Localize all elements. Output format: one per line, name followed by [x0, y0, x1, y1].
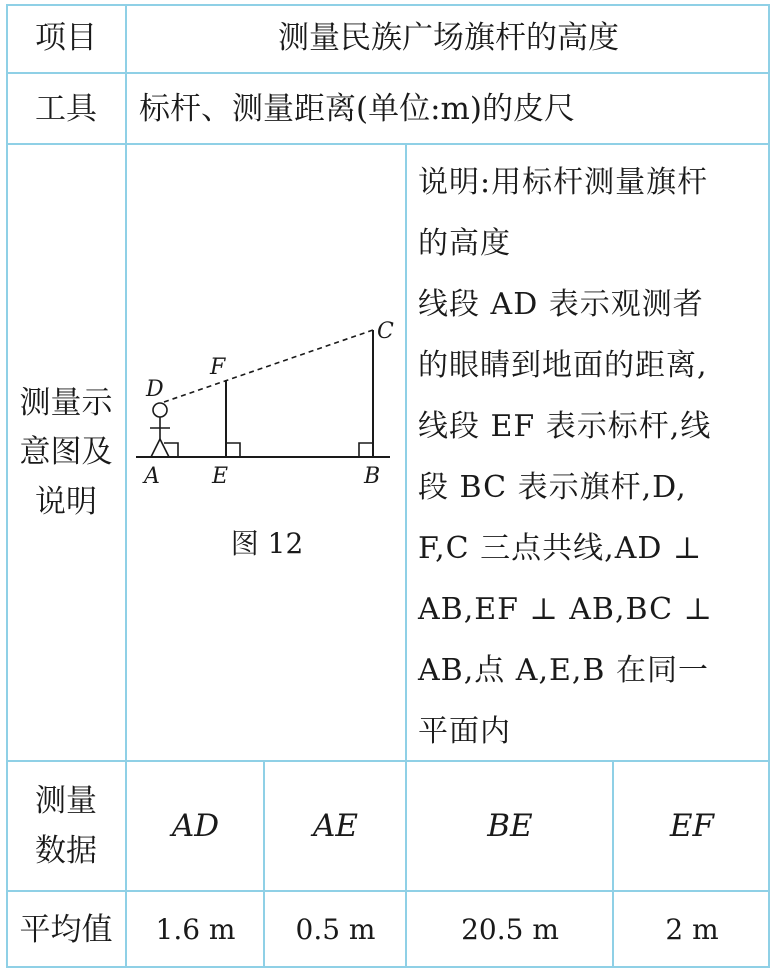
observer-figure-icon: [150, 403, 170, 457]
description-line-5: 线段 EF 表示标杆,线: [418, 409, 712, 444]
point-label-a: A: [144, 464, 160, 489]
description-line-2: 的高度: [418, 226, 511, 261]
data-header-be: BE: [487, 808, 533, 845]
description-line-7: F,C 三点共线,AD ⊥: [418, 531, 703, 566]
description-line-8: AB,EF ⊥ AB,BC ⊥: [418, 592, 713, 627]
project-label: 项目: [35, 20, 97, 57]
sight-line-dfc: [164, 330, 373, 402]
data-header-ae: AE: [312, 808, 359, 845]
average-label: 平均值: [19, 911, 113, 948]
average-value-ef: 2 m: [665, 912, 719, 946]
figure-caption: 图 12: [230, 527, 304, 560]
point-label-b: B: [364, 464, 381, 489]
data-label-line-2: 数据: [35, 832, 97, 869]
description-line-10: 平面内: [418, 714, 511, 749]
data-label-line-1: 测量: [35, 782, 97, 819]
flagpole-diagram: [128, 300, 406, 500]
average-value-be: 20.5 m: [461, 912, 559, 946]
data-header-ad: AD: [171, 808, 220, 845]
data-header-ef: EF: [669, 808, 715, 845]
point-label-f: F: [210, 355, 226, 380]
point-label-c: C: [377, 319, 394, 344]
description-line-3: 线段 AD 表示观测者: [418, 287, 704, 322]
diagram-label-line-2: 意图及: [19, 434, 113, 471]
description-line-6: 段 BC 表示旗杆,D,: [418, 470, 687, 505]
right-angle-b: [359, 443, 373, 457]
diagram-label-line-1: 测量示: [19, 384, 113, 421]
project-value: 测量民族广场旗杆的高度: [278, 20, 619, 57]
average-value-ae: 0.5 m: [295, 912, 376, 946]
diagram-label: [6, 145, 126, 761]
average-value-ad: 1.6 m: [155, 912, 236, 946]
description-line-4: 的眼睛到地面的距离,: [418, 348, 708, 383]
right-angle-e: [226, 443, 240, 457]
point-label-e: E: [212, 464, 229, 489]
diagram-description: [418, 152, 766, 762]
tools-value: 标杆、测量距离(单位:m)的皮尺: [139, 90, 576, 127]
description-line-9: AB,点 A,E,B 在同一: [418, 653, 710, 688]
data-label: [6, 762, 126, 891]
point-label-d: D: [146, 377, 164, 402]
diagram-label-line-3: 说明: [35, 483, 97, 520]
tools-label: 工具: [35, 90, 97, 127]
description-line-1: 说明:用标杆测量旗杆: [418, 165, 709, 200]
